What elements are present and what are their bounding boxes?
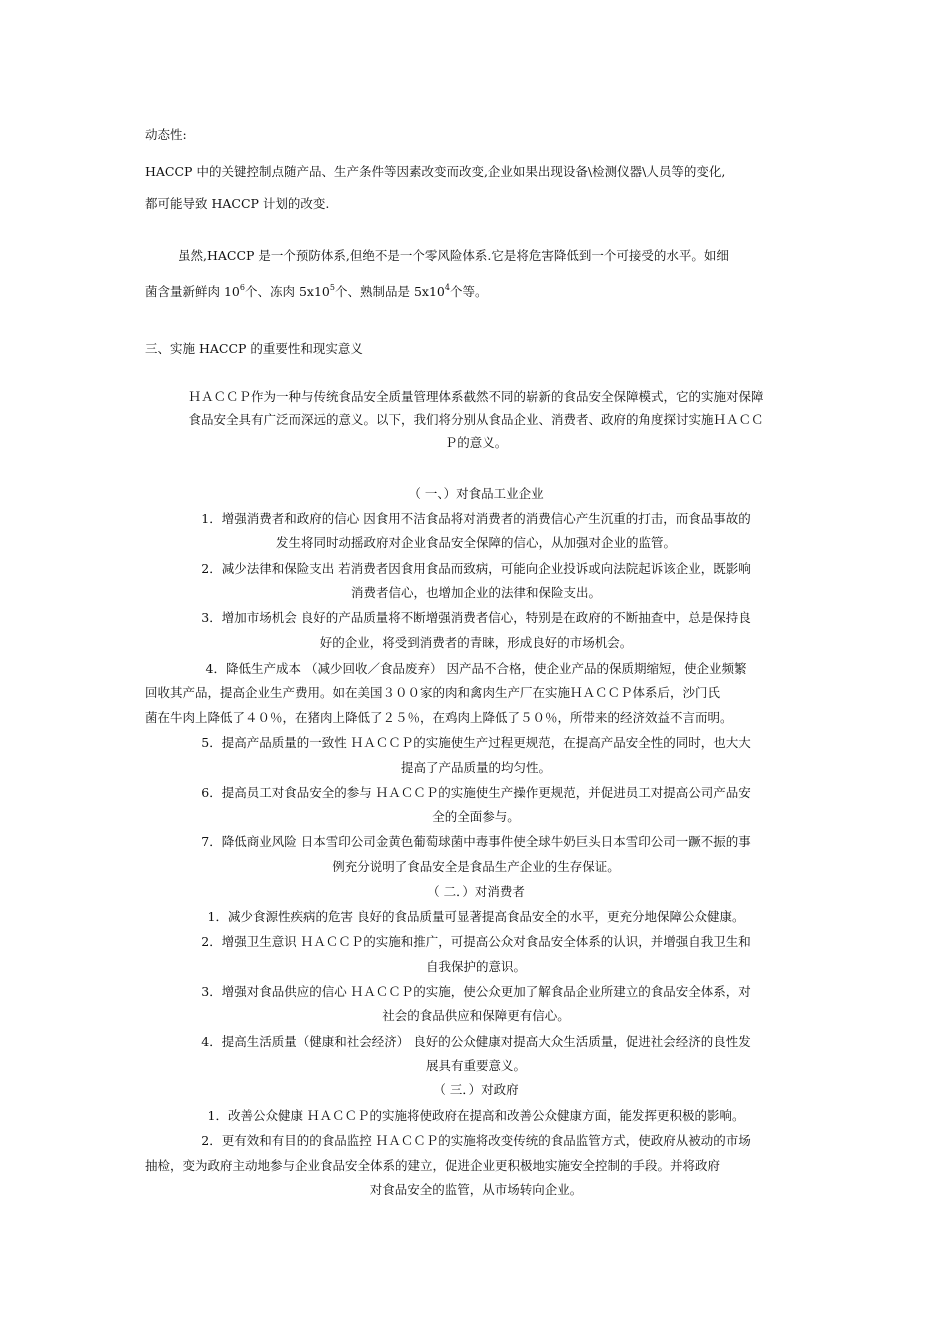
- enterprise-line: 6．提高员工对食品安全的参与 ＨＡＣＣＰ的实施使生产操作更规范，并促进员工对提高公司产品安: [201, 785, 751, 800]
- risk-text-line: 虽然,HACCP 是一个预防体系,但绝不是一个零风险体系.它是将危害降低到一个可接受的水平。如细: [178, 248, 729, 263]
- enterprise-line: 好的企业，将受到消费者的青睐，形成良好的市场机会。: [319, 635, 633, 650]
- enterprise-line: 提高了产品质量的均匀性。: [400, 760, 551, 775]
- enterprise-line: 全的全面参与。: [432, 809, 520, 824]
- enterprise-line: 发生将同时动摇政府对企业食品安全保障的信心，从加强对企业的监管。: [275, 535, 676, 550]
- enterprise-line: 消费者信心，也增加企业的法律和保险支出。: [350, 585, 601, 600]
- government-line: 1．改善公众健康 ＨＡＣＣＰ的实施将使政府在提高和改善公众健康方面，能发挥更积极的影响。: [207, 1108, 745, 1123]
- consumer-line: 4．提高生活质量（健康和社会经济） 良好的公众健康对提高大众生活质量，促进社会经济的良性发: [201, 1034, 751, 1049]
- risk-text-line: 菌含量新鲜肉 $10^6$个、冻肉 $5x10^5$个、熟制品是 $5x10^4$个等。: [145, 283, 488, 299]
- consumer-line: 自我保护的意识。: [425, 959, 526, 974]
- subsection-heading: （ 二．）对消费者: [427, 884, 525, 899]
- enterprise-line: 例充分说明了食品安全是食品生产企业的生存保证。: [332, 859, 620, 874]
- section-heading: 三、实施 HACCP 的重要性和现实意义: [145, 341, 363, 356]
- subsection-heading: （ 三．）对政府: [433, 1082, 519, 1097]
- enterprise-line: 1．增强消费者和政府的信心 因食用不洁食品将对消费者的消费信心产生沉重的打击，而食品事故的: [201, 511, 751, 526]
- dynamic-text-line: 都可能导致 HACCP 计划的改变.: [145, 196, 330, 211]
- consumer-line: 3．增强对食品供应的信心 ＨＡＣＣＰ的实施，使公众更加了解食品企业所建立的食品安全体系，对: [201, 984, 751, 999]
- consumer-line: 1．减少食源性疾病的危害 良好的食品质量可显著提高食品安全的水平，更充分地保障公众健康。: [207, 909, 745, 924]
- enterprise-line: 5．提高产品质量的一致性 ＨＡＣＣＰ的实施使生产过程更规范，在提高产品安全性的同时，也大大: [201, 735, 751, 750]
- consumer-line: 展具有重要意义。: [425, 1058, 526, 1073]
- government-line: 2．更有效和有目的的食品监控 ＨＡＣＣＰ的实施将改变传统的食品监管方式，使政府从被动的市场: [201, 1133, 751, 1148]
- enterprise-line: 4．降低生产成本 （减少回收／食品废弃） 因产品不合格，使企业产品的保质期缩短，使企业频繁: [205, 661, 747, 676]
- government-line: 对食品安全的监管，从市场转向企业。: [369, 1182, 583, 1197]
- section-intro-line: 食品安全具有广泛而深远的意义。以下，我们将分别从食品企业、消费者、政府的角度探讨实施ＨＡＣＣ: [188, 412, 764, 427]
- enterprise-line: 2．减少法律和保险支出 若消费者因食用食品而致病，可能向企业投诉或向法院起诉该企业，既影响: [201, 561, 751, 576]
- consumer-line: 2．增强卫生意识 ＨＡＣＣＰ的实施和推广，可提高公众对食品安全体系的认识，并增强自我卫生和: [201, 934, 751, 949]
- section-intro-line: Ｐ的意义。: [444, 435, 508, 450]
- section-intro-line: ＨＡＣＣＰ作为一种与传统食品安全质量管理体系截然不同的崭新的食品安全保障模式，它的实施对保障: [188, 389, 764, 404]
- dynamic-label: 动态性:: [145, 127, 187, 142]
- government-line: 抽检，变为政府主动地参与企业食品安全体系的建立，促进企业更积极地实施安全控制的手段。并将政府: [145, 1158, 721, 1173]
- enterprise-line: 菌在牛肉上降低了４０％，在猪肉上降低了２５％，在鸡肉上降低了５０％，所带来的经济效益不言而明。: [145, 710, 733, 725]
- enterprise-line: 3．增加市场机会 良好的产品质量将不断增强消费者信心，特别是在政府的不断抽查中，总是保持良: [201, 610, 751, 625]
- consumer-line: 社会的食品供应和保障更有信心。: [382, 1008, 570, 1023]
- enterprise-line: 7．降低商业风险 日本雪印公司金黄色葡萄球菌中毒事件使全球牛奶巨头日本雪印公司一蹶不振的事: [201, 834, 751, 849]
- enterprise-line: 回收其产品，提高企业生产费用。如在美国３００家的肉和禽肉生产厂在实施ＨＡＣＣＰ体系后，沙门氏: [145, 685, 721, 700]
- subsection-heading: （ 一、）对食品工业企业: [408, 486, 544, 501]
- dynamic-text-line: HACCP 中的关键控制点随产品、生产条件等因素改变而改变,企业如果出现设备\检测仪器\人员等的变化,: [145, 164, 726, 179]
